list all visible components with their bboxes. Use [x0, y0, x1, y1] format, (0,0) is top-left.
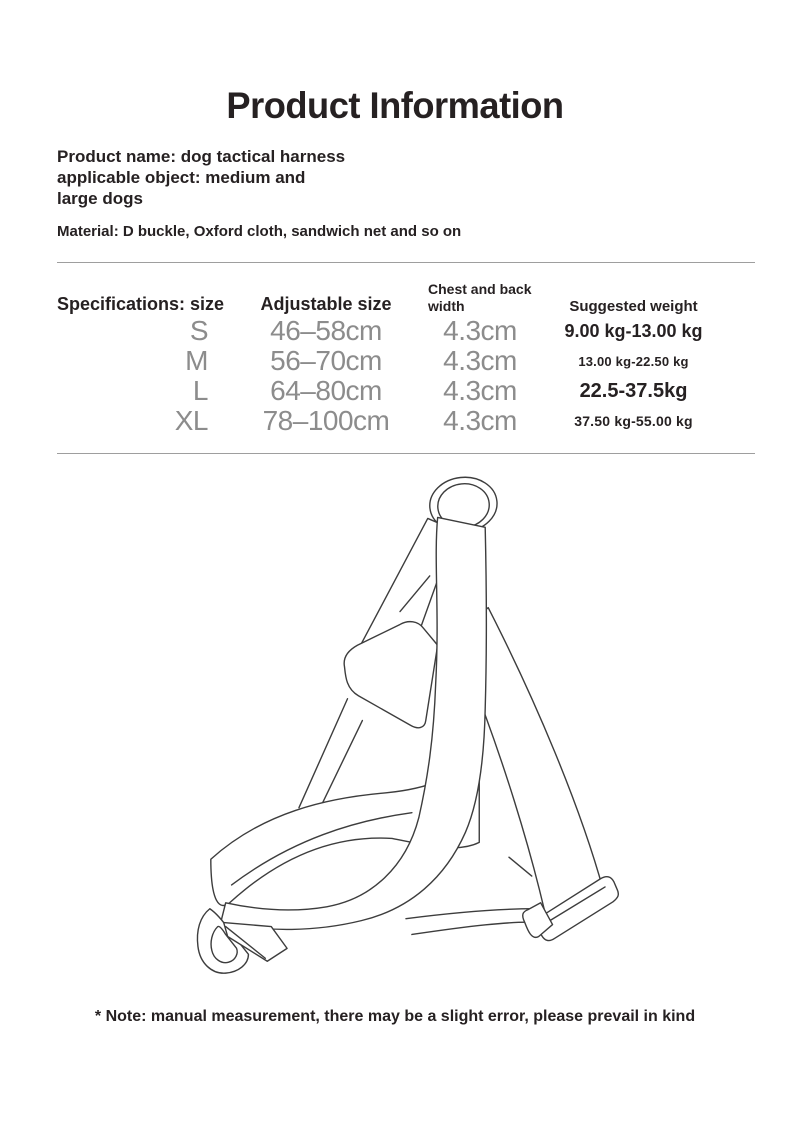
product-information-page	[0, 85, 790, 1147]
material-line: Material: D buckle, Oxford cloth, sandwich net and so on	[57, 223, 462, 240]
divider-bottom	[57, 453, 755, 454]
weight-cell: 22.5-37.5kg	[579, 379, 688, 402]
weight-cell: 9.00 kg-13.00 kg	[564, 320, 703, 341]
chest-width-cell: 4.3cm	[443, 345, 517, 376]
adjustable-cell: 46–58cm	[270, 315, 382, 346]
header-specifications-size: Specifications: size	[57, 294, 225, 314]
header-chest-back-width: Chest and back width	[428, 281, 532, 314]
size-cell: XL	[174, 405, 208, 436]
weight-cell: 13.00 kg-22.50 kg	[578, 353, 689, 369]
spec-table-header-row	[57, 263, 757, 315]
right-strap	[468, 608, 604, 929]
adjustable-cell: 64–80cm	[270, 375, 382, 406]
girth-strap-lines	[406, 909, 539, 935]
table-row-xl	[57, 405, 757, 435]
page-title: Product Information	[226, 85, 564, 126]
measurement-note: * Note: manual measurement, there may be a slight error, please prevail in kind	[94, 1008, 696, 1025]
size-cell: M	[185, 345, 208, 376]
harness-illustration	[176, 461, 626, 986]
spec-table	[57, 263, 757, 435]
chest-width-cell: 4.3cm	[443, 315, 517, 346]
weight-cell: 37.50 kg-55.00 kg	[574, 413, 693, 429]
chest-width-cell: 4.3cm	[443, 375, 517, 406]
lower-left-strap-lines	[299, 699, 362, 811]
header-suggested-weight: Suggested weight	[569, 298, 698, 315]
applicable-object-line-2: large dogs	[57, 189, 143, 208]
table-row-l	[57, 375, 757, 405]
size-cell: L	[192, 375, 208, 406]
header-adjustable-size: Adjustable size	[260, 294, 392, 314]
chest-pad	[344, 622, 437, 728]
table-row-s	[57, 315, 757, 345]
adjustable-cell: 56–70cm	[270, 345, 382, 376]
product-description	[57, 146, 790, 209]
table-row-m	[57, 345, 757, 375]
applicable-object-line: applicable object: medium and	[57, 168, 306, 187]
size-cell: S	[189, 315, 208, 346]
product-name-line: Product name: dog tactical harness	[57, 147, 346, 166]
chest-width-cell: 4.3cm	[443, 405, 517, 436]
adjustable-cell: 78–100cm	[262, 405, 390, 436]
